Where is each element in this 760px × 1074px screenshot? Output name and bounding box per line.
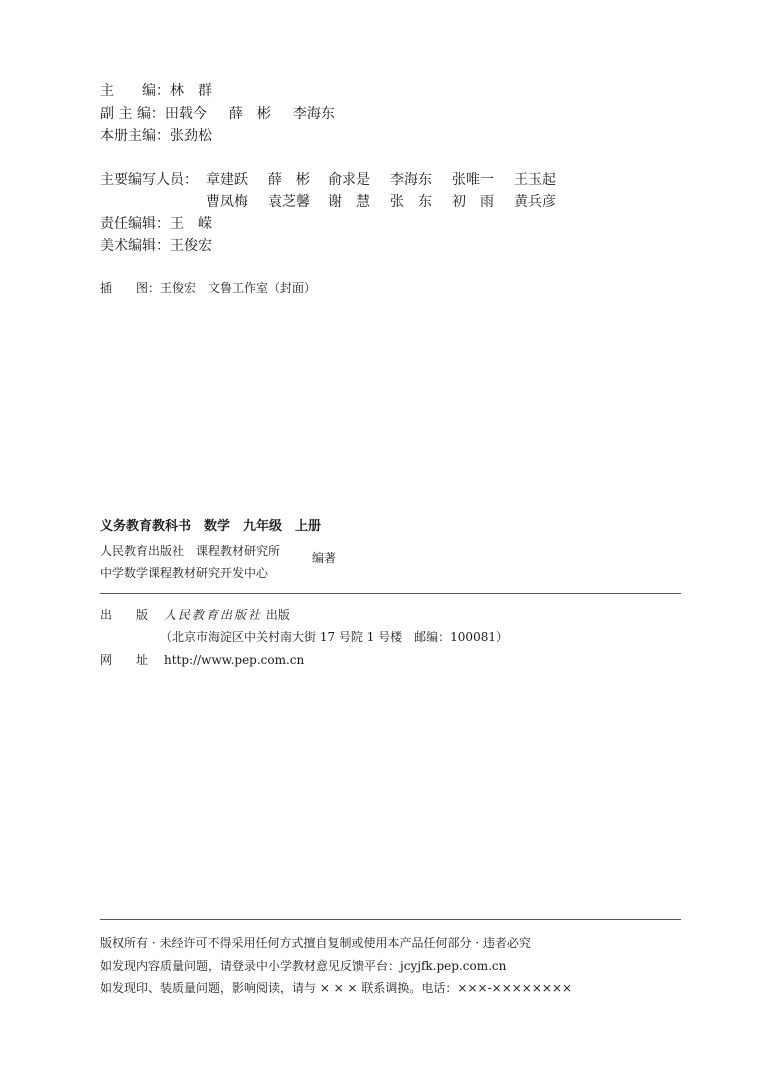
chief-editor-line bbox=[100, 82, 212, 100]
responsible-editor-label: 责任编辑： bbox=[100, 216, 170, 232]
divider-top bbox=[100, 593, 681, 594]
website-line bbox=[100, 651, 304, 669]
copyright-notice: 版权所有 · 未经许可不得采用任何方式擅自复制或使用本产品任何部分 · 违者必究 bbox=[100, 936, 531, 950]
writers-line-2 bbox=[206, 193, 556, 211]
chief-editor-name: 林 群 bbox=[170, 83, 212, 99]
writer-name: 薛 彬 bbox=[268, 172, 310, 188]
deputy-editor-name: 李海东 bbox=[292, 106, 335, 122]
website-url: http://www.pep.com.cn bbox=[164, 653, 305, 667]
responsible-editor-line bbox=[100, 215, 212, 233]
art-editor-label: 美术编辑： bbox=[100, 238, 170, 254]
volume-editor-label: 本册主编： bbox=[100, 128, 170, 144]
feedback-notice: 如发现内容质量问题，请登录中小学教材意见反馈平台：jcyjfk.pep.com.cn bbox=[100, 959, 507, 973]
illustration-line bbox=[100, 279, 316, 297]
writer-name: 谢 慧 bbox=[328, 194, 370, 210]
print-issue-notice: 如发现印、装质量问题，影响阅读，请与 × × × 联系调换。电话：×××-×××××××× bbox=[100, 981, 573, 995]
writer-name: 李海东 bbox=[390, 172, 432, 188]
divider-bottom bbox=[100, 919, 681, 920]
writer-name: 张唯一 bbox=[452, 172, 494, 188]
website-label: 网 址 bbox=[100, 653, 149, 667]
writer-name: 章建跃 bbox=[206, 172, 248, 188]
compiler-line-2: 中学数学课程教材研究开发中心 bbox=[100, 566, 269, 580]
chief-editor-label: 主 编： bbox=[100, 83, 170, 99]
deputy-editor-name: 田载今 bbox=[164, 106, 207, 122]
compiler-line-1: 人民教育出版社 课程教材研究所 bbox=[100, 544, 281, 558]
writers-line-1 bbox=[100, 171, 556, 189]
publisher-address: （北京市海淀区中关村南大街 17 号院 1 号楼 邮编：100081） bbox=[160, 630, 508, 644]
deputy-editor-line bbox=[100, 105, 335, 123]
deputy-editor-label: 副 主 编： bbox=[100, 106, 165, 122]
writer-name: 张 东 bbox=[390, 194, 432, 210]
writer-name: 曹凤梅 bbox=[206, 194, 248, 210]
deputy-editor-name: 薛 彬 bbox=[228, 106, 271, 122]
publisher-label: 出 版 bbox=[100, 608, 149, 622]
illustration-credit: 王俊宏 文鲁工作室（封面） bbox=[160, 281, 317, 295]
volume-editor-line bbox=[100, 127, 212, 145]
responsible-editor-name: 王 嵘 bbox=[170, 216, 212, 232]
writer-name: 初 雨 bbox=[452, 194, 494, 210]
publisher-suffix: 出版 bbox=[265, 608, 290, 622]
art-editor-name: 王俊宏 bbox=[170, 238, 212, 254]
publisher-logo: 人民教育出版社 bbox=[164, 608, 263, 622]
writer-name: 黄兵彦 bbox=[514, 194, 556, 210]
publisher-line bbox=[100, 606, 290, 624]
illustration-label: 插 图： bbox=[100, 281, 161, 295]
volume-editor-name: 张劲松 bbox=[170, 128, 212, 144]
writer-name: 俞求是 bbox=[328, 172, 370, 188]
writer-name: 王玉起 bbox=[514, 172, 556, 188]
writer-name: 袁芝馨 bbox=[268, 194, 310, 210]
writers-label: 主要编写人员： bbox=[100, 172, 198, 188]
book-title: 义务教育教科书 数学 九年级 上册 bbox=[100, 519, 322, 534]
compiled-by-label: 编著 bbox=[312, 551, 337, 565]
art-editor-line bbox=[100, 237, 212, 255]
